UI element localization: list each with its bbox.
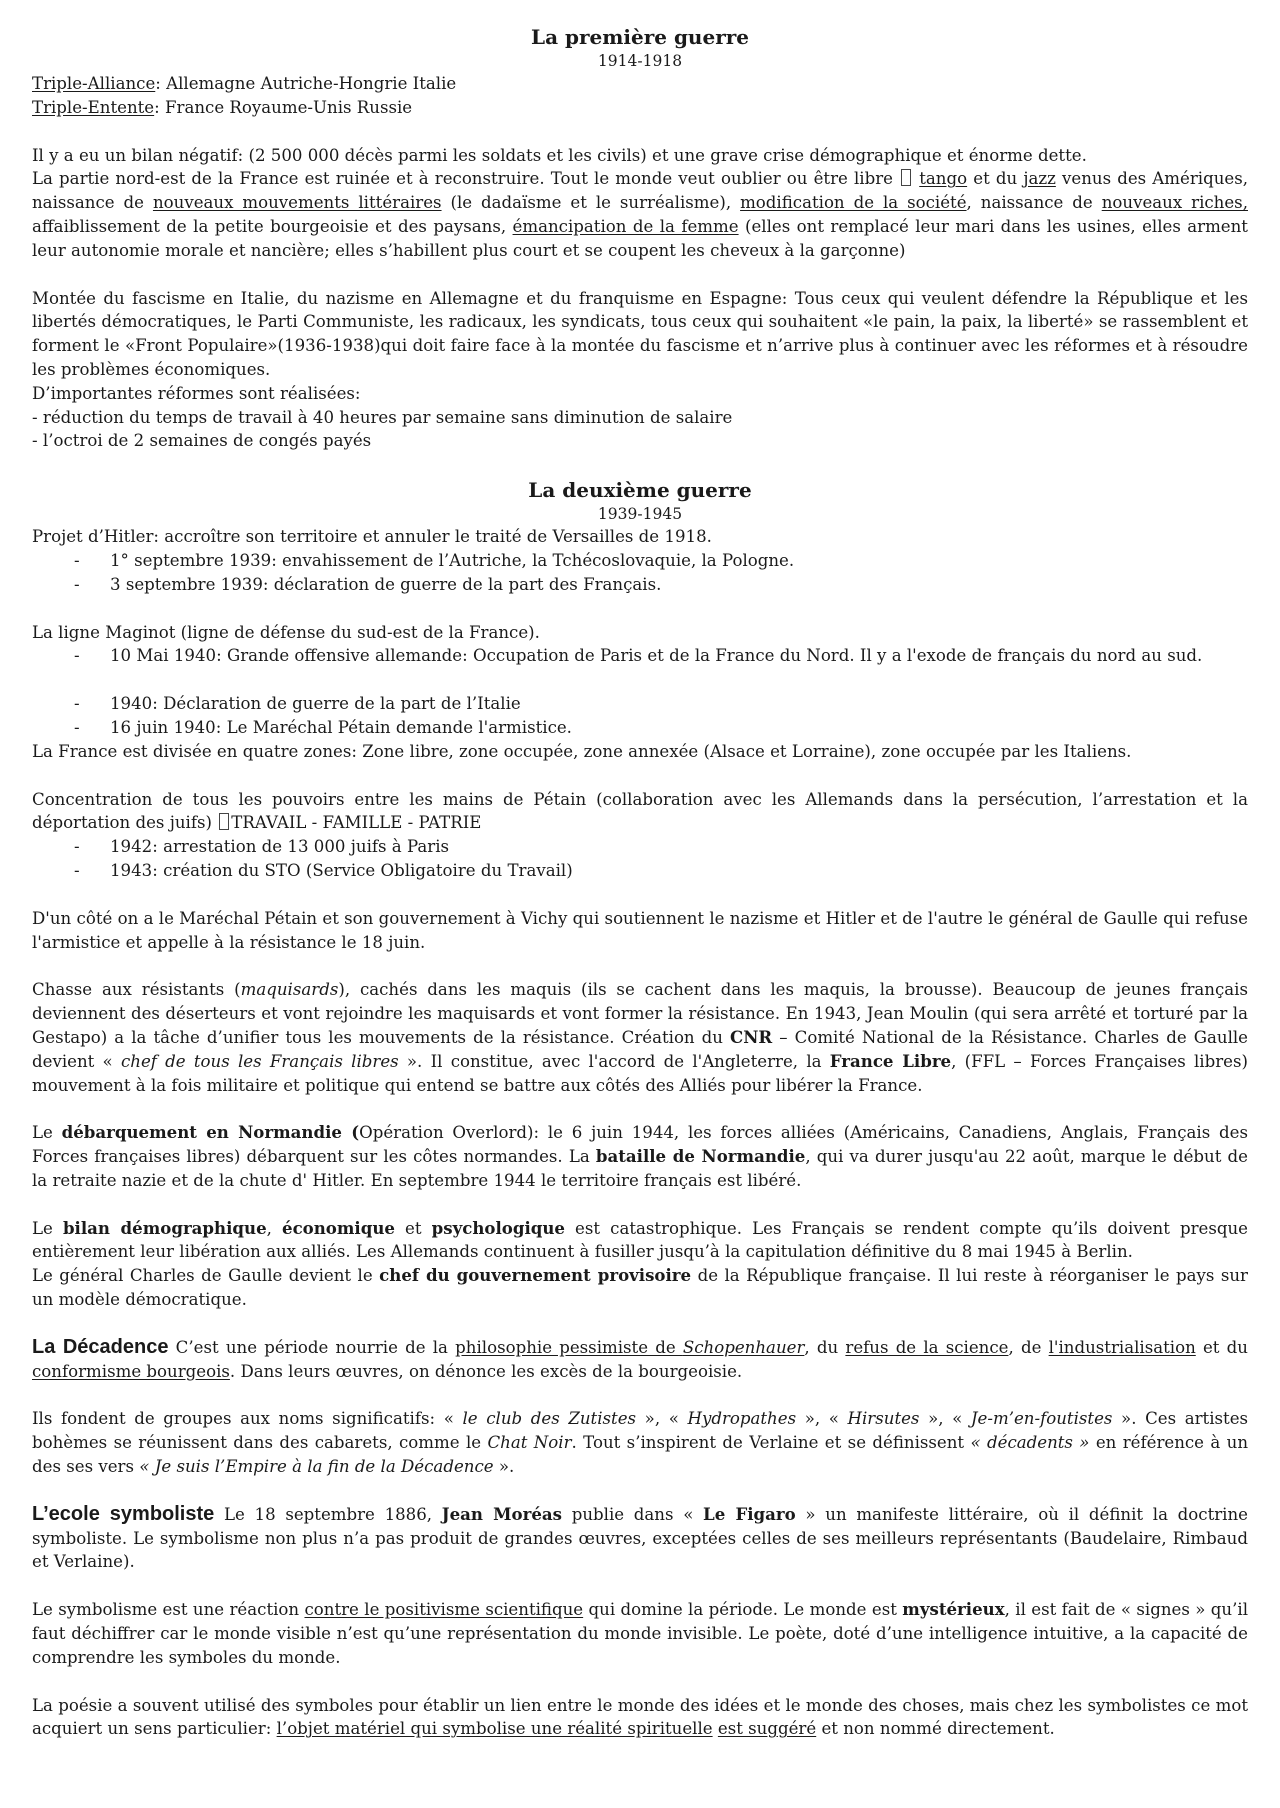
ww2-resistance: Chasse aux résistants (maquisards), cachés dans les maquis (ils se cachent dans les maquis, la brousse). Beaucoup de jeunes français deviennent des déserteurs et vont rejoindre les maquisards et vont former la résistance. En 1943, Jean Moulin (qui sera arrêté et torturé par la Gestapo) a la tâche d’unifier tous les mouvements de la résistance. Création du CNR – Comité National de la Résistance. Charles de Gaulle devient « chef de tous les Français libres ». Il constitue, avec l'accord de l'Angleterre, la France Libre, (FFL – Forces Françaises libres) mouvement à la fois militaire et politique qui entend se battre aux côtés des Alliés pour libérer la France.	[32, 980, 1249, 1095]
ww1-front-populaire: Montée du fascisme en Italie, du nazisme en Allemagne et du franquisme en Espagne: Tous ceux qui veulent défendre la République et les libertés démocratiques, le Parti Communiste, les radicaux, les syndicats, tous ceux qui souhaitent «le pain, la paix, la liberté» se rassemblent et forment le «Front Populaire»(1936-1938)qui doit faire face à la montée du fascisme et n’arrive plus à continuer avec les réformes et à résoudre les problèmes économiques.	[32, 288, 1248, 379]
ww1-consequences: La partie nord-est de la France est ruinée et à reconstruire. Tout le monde veut oublier ou être libre tango et du jazz venus des Amériques, naissance de nouveaux mouvements littéraires (le dadaïsme et le surréalisme), modification de la société, naissance de nouveaux riches, affaiblissement de la petite bourgeoisie et des paysans, émancipation de la femme (elles ont remplacé leur mari dans les usines, elles arment leur autonomie morale et nancière; elles s’habillent plus court et se coupent les cheveux à la garçonne)	[32, 169, 1249, 260]
ww2-petain: Concentration de tous les pouvoirs entre les mains de Pétain (collaboration avec les Allemands dans la persécution, l’arrestation et la déportation des juifs) TRAVAIL - FAMILLE - PATRIE	[32, 789, 1248, 833]
decadence-groupes: Ils fondent de groupes aux noms significatifs: « le club des Zutistes », « Hydropathes », « Hirsutes », « Je-m’en-foutistes ». Ces artistes bohèmes se réunissent dans des cabarets, comme le Chat Noir. Tout s’inspirent de Verlaine et se définissent « décadents » en référence à un des ses vers « Je suis l’Empire à la fin de la Décadence ».	[32, 1409, 1249, 1477]
missing-glyph-icon	[219, 813, 229, 830]
ww2-bilan: Le bilan démographique, économique et psychologique est catastrophique. Les Français se rendent compte qu’ils doivent presque entièrement leur libération aux alliés. Les Allemands continuent à fusiller jusqu’à la capitulation définitive du 8 mai 1945 à Berlin.	[32, 1217, 1249, 1262]
ww1-reforme-1: - réduction du temps de travail à 40 heures par semaine sans diminution de salaire	[32, 407, 733, 427]
document-page	[32, 24, 1248, 1741]
ww2-list-1940b	[32, 692, 1248, 740]
symbolisme-reaction: Le symbolisme est une réaction contre le positivisme scientifique qui domine la période. Le monde est mystérieux, il est fait de « signes » qu’il faut déchiffrer car le monde visible n’est qu’une représentation du monde invisible. Le poète, doté d’une intelligence intuitive, a la capacité de comprendre les symboles du monde.	[32, 1599, 1249, 1667]
missing-glyph-icon	[901, 169, 911, 186]
triple-alliance-label: Triple-Alliance	[32, 74, 156, 93]
ww2-vichy-degaulle: D'un côté on a le Maréchal Pétain et son gouvernement à Vichy qui soutiennent le nazisme et Hitler et de l'autre le général de Gaulle qui refuse l'armistice et appelle à la résistance le 18 juin.	[32, 908, 1248, 952]
ww2-zones: La France est divisée en quatre zones: Zone libre, zone occupée, zone annexée (Alsace et Lorraine), zone occupée par les Italiens.	[32, 741, 1132, 761]
list-item: - 1942: arrestation de 13 000 juifs à Paris	[74, 835, 1248, 859]
ww2-list-1939	[32, 549, 1248, 597]
ww1-title: La première guerre	[531, 25, 749, 49]
ww2-maginot: La ligne Maginot (ligne de défense du sud-est de la France).	[32, 622, 540, 642]
list-item: - 10 Mai 1940: Grande offensive allemande: Occupation de Paris et de la France du Nord. Il y a l'exode de français du nord au sud.	[74, 644, 1248, 668]
list-item: - 1943: création du STO (Service Obligatoire du Travail)	[74, 859, 1248, 883]
ww2-debarquement: Le débarquement en Normandie (Opération Overlord): le 6 juin 1944, les forces alliées (Américains, Canadiens, Anglais, Français des Forces françaises libres) débarquent sur les côtes normandes. La bataille de Normandie, qui va durer jusqu'au 22 août, marque le début de la retraite nazie et de la chute d' Hitler. En septembre 1944 le territoire français est libéré.	[32, 1122, 1248, 1190]
triple-entente-line	[32, 96, 1248, 120]
ww1-reformes-intro: D’importantes réformes sont réalisées:	[32, 383, 361, 403]
petain-motto: TRAVAIL - FAMILLE - PATRIE	[231, 813, 482, 833]
list-item: - 1° septembre 1939: envahissement de l’Autriche, la Tchécoslovaquie, la Pologne.	[74, 549, 1248, 573]
ww2-list-1942	[32, 835, 1248, 883]
ww2-gouvernement-provisoire: Le général Charles de Gaulle devient le chef du gouvernement provisoire de la République française. Il lui reste à réorganiser le pays sur un modèle démocratique.	[32, 1265, 1248, 1310]
triple-alliance-members: : Allemagne Autriche-Hongrie Italie	[155, 74, 457, 93]
ww1-years: 1914-1918	[597, 52, 683, 70]
ww1-bilan: Il y a eu un bilan négatif: (2 500 000 décès parmi les soldats et les civils) et une grave crise démographique et énorme dette.	[32, 145, 1087, 165]
triple-entente-members: : France Royaume-Unis Russie	[154, 97, 413, 117]
decadence-heading: La Décadence	[32, 1335, 169, 1358]
ww1-reforme-2: - l’octroi de 2 semaines de congés payés	[32, 431, 372, 451]
ww2-hitler: Projet d’Hitler: accroître son territoire et annuler le traité de Versailles de 1918.	[32, 527, 712, 547]
list-item: - 3 septembre 1939: déclaration de guerre de la part des Français.	[74, 573, 1248, 597]
symbolisme-intro: L’ecole symboliste Le 18 septembre 1886, Jean Moréas publie dans « Le Figaro » un manifeste littéraire, où il définit la doctrine symboliste. Le symbolisme non plus n’a pas produit de grandes œuvres, exceptées celles de ses meilleurs représentants (Baudelaire, Rimbaud et Verlaine).	[32, 1502, 1248, 1572]
list-item: - 16 juin 1940: Le Maréchal Pétain demande l'armistice.	[74, 716, 1248, 740]
ww2-years: 1939-1945	[597, 505, 683, 524]
symbolisme-poesie: La poésie a souvent utilisé des symboles pour établir un lien entre le monde des idées et le monde des choses, mais chez les symbolistes ce mot acquiert un sens particulier: l’objet matériel qui symbolise une réalité spirituelle est suggéré et non nommé directement.	[32, 1695, 1248, 1739]
ww2-title: La deuxième guerre	[528, 478, 752, 503]
triple-alliance-line	[32, 72, 1248, 96]
list-item: - 1940: Déclaration de guerre de la part de l’Italie	[74, 692, 1248, 716]
decadence-intro: La Décadence C’est une période nourrie de la philosophie pessimiste de Schopenhauer, du refus de la science, de l'industrialisation et du conformisme bourgeois. Dans leurs œuvres, on dénonce les excès de la bourgeoisie.	[32, 1335, 1248, 1381]
ww2-list-1940a	[32, 644, 1248, 668]
symbolisme-heading: L’ecole symboliste	[32, 1502, 215, 1525]
triple-entente-label: Triple-Entente	[32, 97, 155, 117]
